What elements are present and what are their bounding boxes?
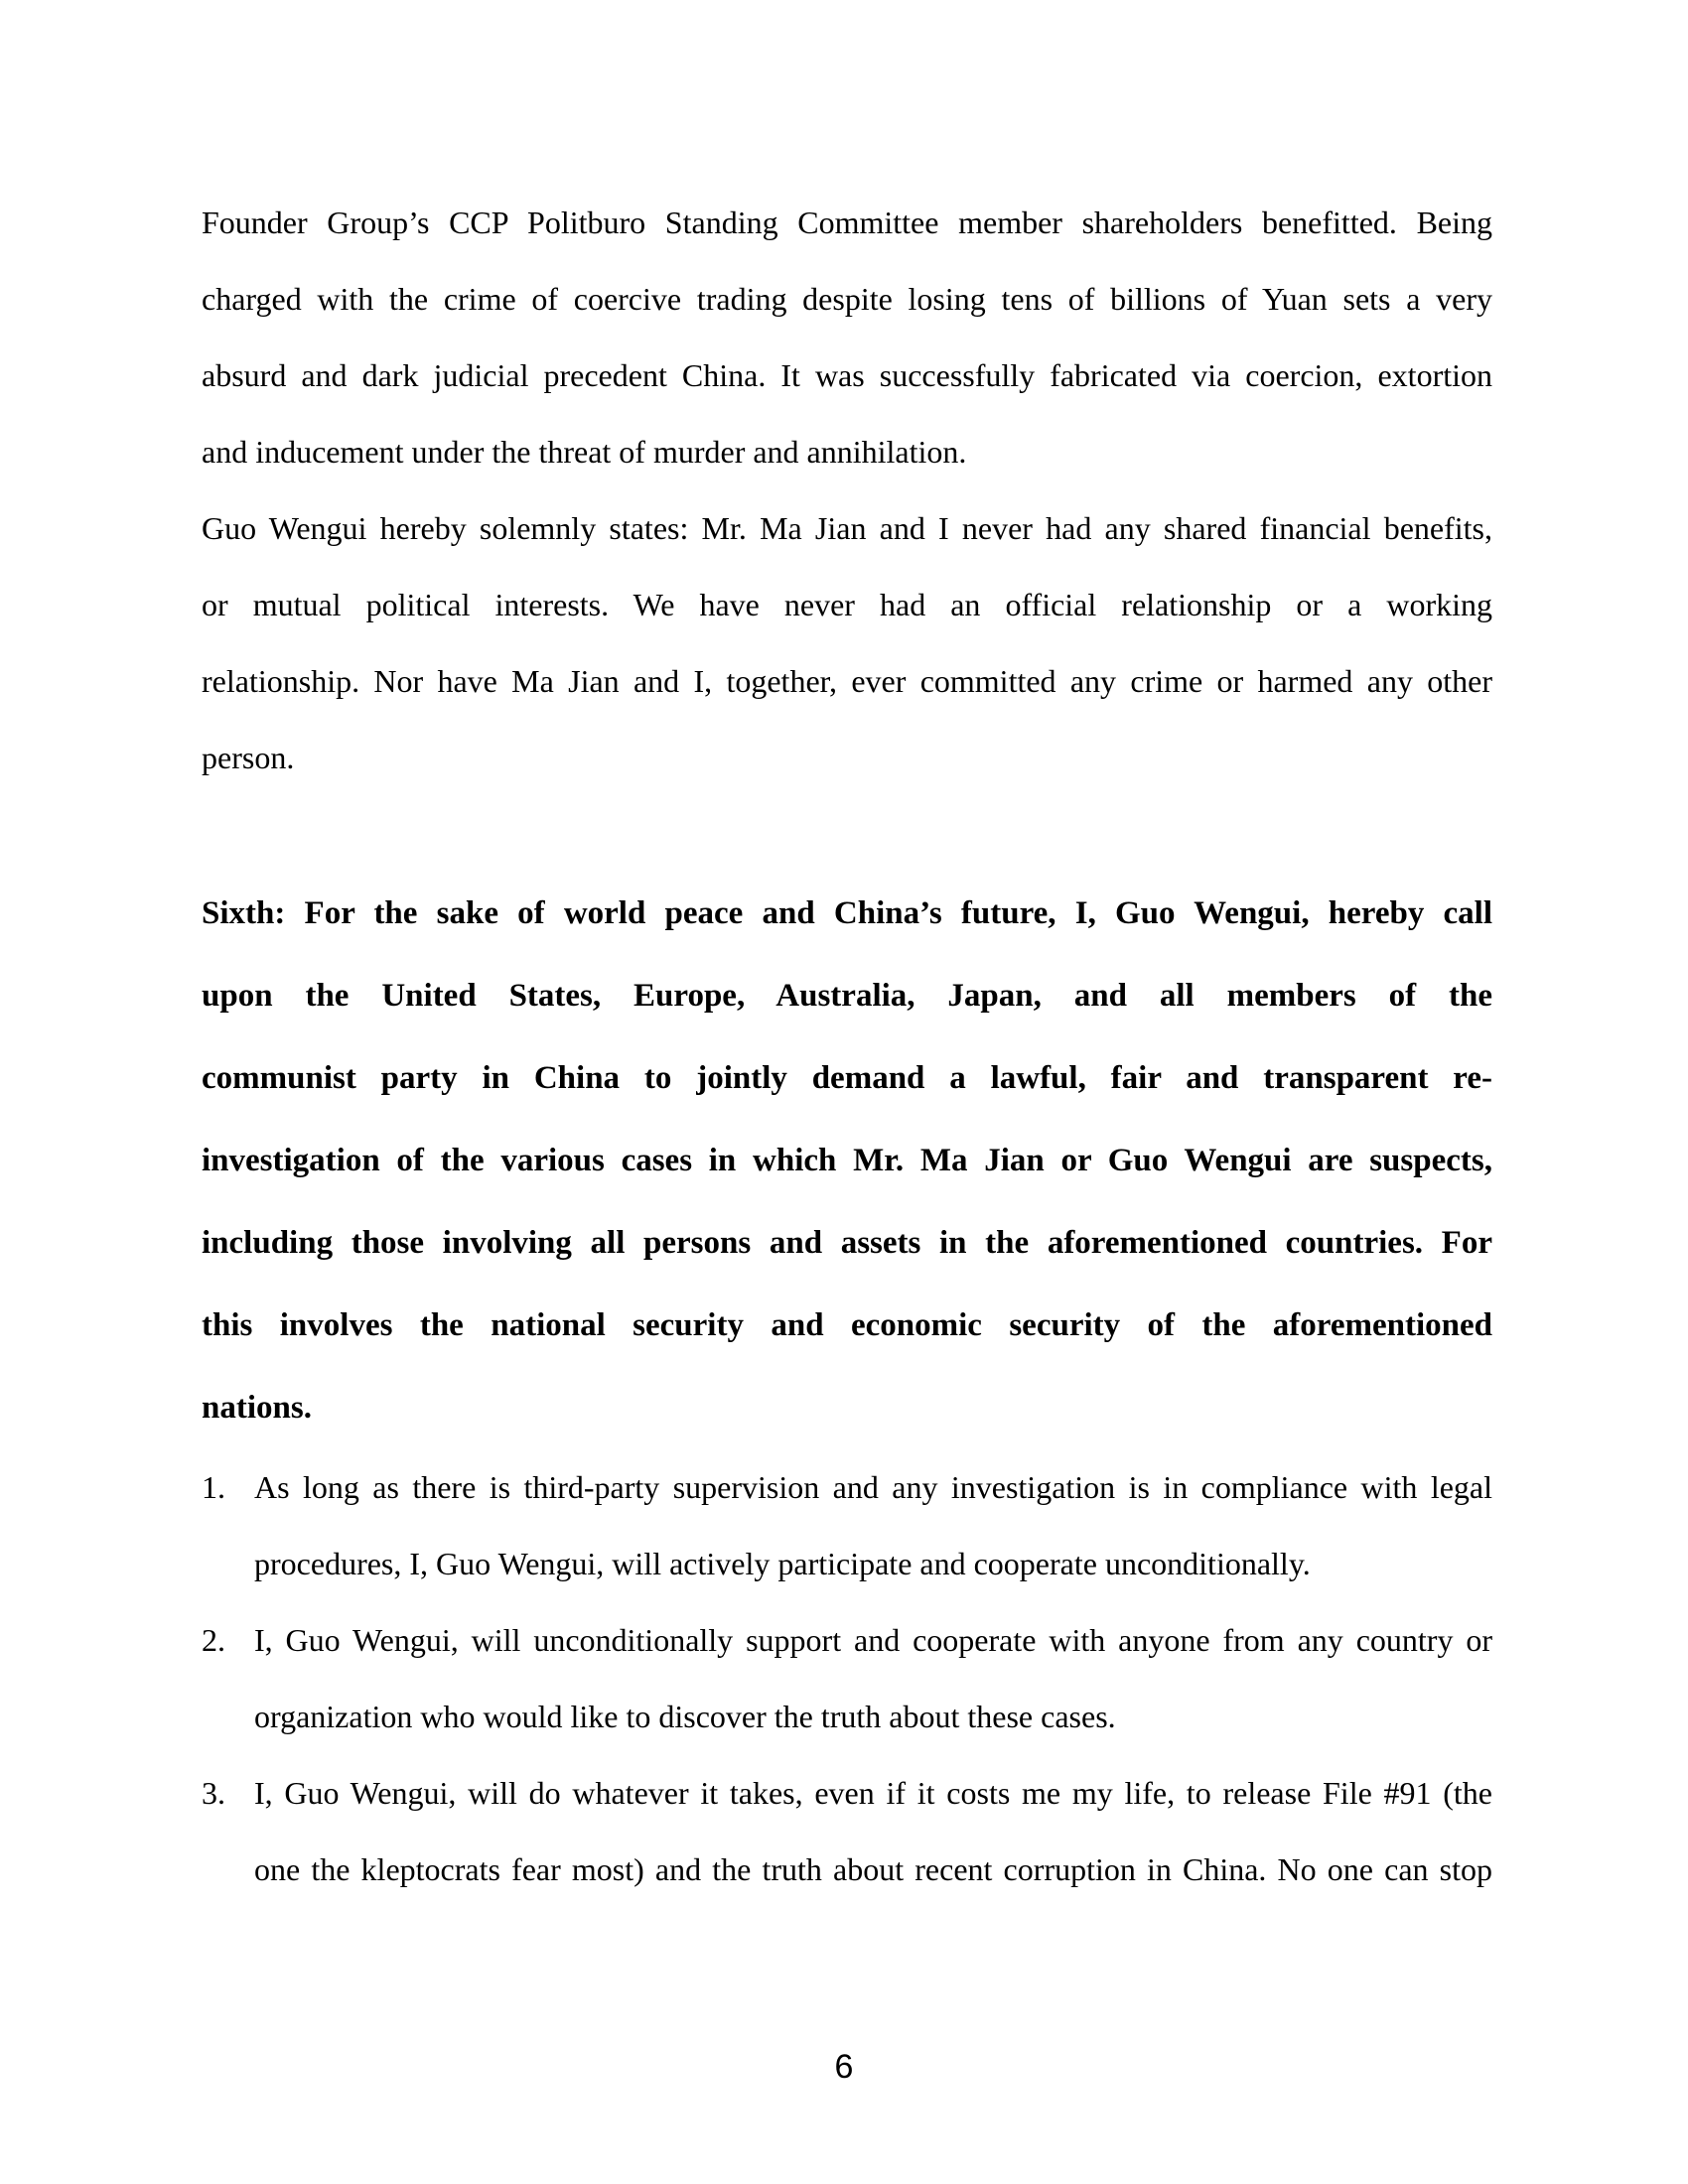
text-line: As long as there is third-party supervision and any investigation is in compliance with legal (254, 1469, 1492, 1505)
text-line: this involves the national security and economic security of the aforementioned (202, 1307, 1492, 1343)
text-line: procedures, I, Guo Wengui, will actively participate and cooperate unconditionally. (254, 1546, 1311, 1581)
text-line: nations. (202, 1390, 312, 1426)
paragraph (202, 490, 1492, 796)
text-line: charged with the crime of coercive trading despite losing tens of billions of Yuan sets a very (202, 281, 1492, 317)
text-line: I, Guo Wengui, will unconditionally support and cooperate with anyone from any country or (254, 1622, 1492, 1658)
list-item (202, 1449, 1492, 1602)
text-line: or mutual political interests. We have never had an official relationship or a working (202, 587, 1492, 622)
text-line: upon the United States, Europe, Australia, Japan, and all members of the (202, 978, 1492, 1014)
text-line: I, Guo Wengui, will do whatever it takes, even if it costs me my life, to release File #91 (the (254, 1775, 1492, 1811)
text-line: organization who would like to discover the truth about these cases. (254, 1699, 1116, 1734)
text-line: relationship. Nor have Ma Jian and I, together, ever committed any crime or harmed any other (202, 663, 1492, 699)
text-line: Founder Group’s CCP Politburo Standing Committee member shareholders benefitted. Being (202, 205, 1492, 240)
list-item (202, 1755, 1492, 1908)
text-line: Guo Wengui hereby solemnly states: Mr. Ma Jian and I never had any shared financial benefits, (202, 510, 1492, 546)
text-line: Sixth: For the sake of world peace and China’s future, I, Guo Wengui, hereby call (202, 895, 1492, 931)
text-line: including those involving all persons and assets in the aforementioned countries. For (202, 1225, 1492, 1261)
list-number: 3. (202, 1775, 225, 1811)
text-line: person. (202, 740, 295, 775)
list-item (202, 1602, 1492, 1755)
text-line: absurd and dark judicial precedent China. It was successfully fabricated via coercion, extortion (202, 357, 1492, 393)
blank-line (202, 796, 1492, 873)
text-line: investigation of the various cases in which Mr. Ma Jian or Guo Wengui are suspects, (202, 1143, 1492, 1178)
bold-paragraph (202, 873, 1492, 1449)
list-number: 1. (202, 1469, 225, 1505)
text-line: one the kleptocrats fear most) and the truth about recent corruption in China. No one can stop (254, 1851, 1492, 1887)
paragraph (202, 185, 1492, 490)
page-number: 6 (834, 2048, 854, 2086)
list-number: 2. (202, 1622, 225, 1658)
text-line: and inducement under the threat of murder and annihilation. (202, 434, 967, 470)
document-body (202, 185, 1492, 1908)
text-line: communist party in China to jointly demand a lawful, fair and transparent re- (202, 1060, 1492, 1096)
